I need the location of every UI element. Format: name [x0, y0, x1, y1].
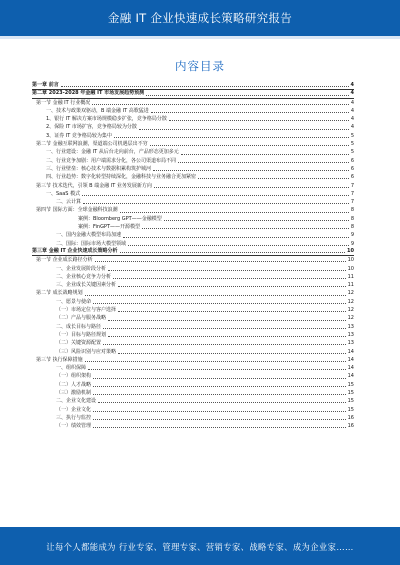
toc-leader-dots	[83, 203, 349, 204]
toc-leader-dots	[181, 154, 349, 155]
toc-entry-page: 4	[350, 107, 354, 114]
toc-entry-label: 二、国际：国际市场大模型领域	[56, 240, 127, 247]
toc-entry[interactable]	[32, 165, 354, 173]
toc-entry-label: （二）关键资源配置	[56, 340, 102, 347]
toc-entry-label: 一、组织保障	[56, 365, 87, 372]
toc-leader-dots	[113, 278, 346, 279]
toc-entry[interactable]	[32, 364, 354, 372]
toc-entry-label: （一）目标与路径规划	[56, 331, 107, 338]
toc-entry[interactable]	[32, 389, 354, 397]
toc-entry-page: 8	[350, 224, 354, 231]
toc-entry-page: 9	[350, 240, 354, 247]
toc-leader-dots	[108, 320, 346, 321]
toc-leader-dots	[103, 344, 346, 345]
toc-entry-page: 16	[347, 414, 354, 421]
toc-entry-label: （一）组织架构	[56, 373, 92, 380]
toc-leader-dots	[120, 212, 349, 213]
toc-entry-page: 12	[347, 298, 354, 305]
toc-entry-page: 8	[350, 215, 354, 222]
toc-entry[interactable]	[32, 182, 354, 190]
toc-leader-dots	[93, 411, 346, 412]
toc-leader-dots	[103, 328, 346, 329]
toc-entry-label: （二）人才战略	[56, 381, 92, 388]
toc-entry-page: 10	[347, 257, 354, 264]
toc-entry-label: 二、企业文化建设	[56, 398, 97, 405]
toc-leader-dots	[118, 353, 346, 354]
toc-entry[interactable]	[32, 90, 354, 98]
toc-leader-dots	[93, 378, 346, 379]
toc-entry-page: 13	[347, 331, 354, 338]
toc-entry-page: 6	[350, 174, 354, 181]
toc-entry-label: 二、行业竞争加剧：用户端需求分化，各公司渠道布局不同	[46, 157, 177, 164]
toc-leader-dots	[108, 270, 346, 271]
toc-leader-dots	[88, 369, 346, 370]
toc-entry-label: 一、SaaS 模式	[46, 190, 81, 197]
toc-entry[interactable]	[32, 372, 354, 380]
toc-entry[interactable]	[32, 223, 354, 231]
toc-leader-dots	[178, 162, 349, 163]
toc-entry-label: （一）绩效管理	[56, 423, 92, 430]
toc-entry-label: 第四节 国际方面：全球金融科技浪潮	[36, 207, 118, 214]
footer-bar	[0, 527, 400, 565]
toc-leader-dots	[95, 261, 346, 262]
toc-entry-page: 12	[347, 315, 354, 322]
toc-entry-label: 二、云计算	[56, 199, 82, 206]
toc-entry[interactable]	[32, 215, 354, 223]
toc-leader-dots	[150, 145, 349, 146]
toc-entry[interactable]	[32, 314, 354, 322]
toc-entry-page: 14	[347, 365, 354, 372]
toc-leader-dots	[114, 137, 349, 138]
toc-entry-page: 15	[347, 389, 354, 396]
toc-entry[interactable]	[32, 406, 354, 414]
toc-entry-page: 10	[347, 247, 354, 254]
footer-slogan: 让每个人都能成为 行业专家、管理专家、营销专家、战略专家、成为企业家……	[46, 542, 354, 552]
toc-entry[interactable]	[32, 256, 354, 264]
header-stripe	[0, 36, 400, 39]
toc-entry[interactable]	[32, 397, 354, 405]
toc-entry-label: 第二章 2023-2028 年金融 IT 市场发展趋势预测	[32, 90, 145, 97]
toc-entry-label: 第一章 前言	[32, 82, 59, 88]
toc-entry-label: 第一节 企业成长路径分析	[36, 257, 93, 264]
toc-entry-label: 一、技术与政策双驱动，B 端金融 IT 高歌猛进	[46, 107, 149, 114]
toc-entry-page: 8	[350, 207, 354, 214]
toc-entry[interactable]	[32, 99, 354, 107]
toc-leader-dots	[98, 402, 346, 403]
toc-entry-page: 11	[347, 273, 354, 280]
toc-entry-label: 第二节 成长战略规划	[36, 290, 83, 297]
toc-entry-label: 一、行业建设：金融 IT 从后台走向前台，产品形态更加多元	[46, 149, 179, 156]
toc-entry[interactable]	[32, 273, 354, 281]
toc-entry-label: （一）市场定位与客户选择	[56, 307, 117, 314]
toc-entry-page: 10	[347, 265, 354, 272]
toc-entry-label: 二、企业核心竞争力分析	[56, 273, 112, 280]
toc-entry-label: 第三节 执行保障措施	[36, 356, 83, 363]
toc-entry-page: 6	[350, 157, 354, 164]
toc-entry-label: （一）企业文化	[56, 406, 92, 413]
toc-leader-dots	[93, 386, 346, 387]
toc-entry[interactable]	[32, 148, 354, 156]
toc-entry-page: 11	[347, 282, 354, 289]
toc-entry[interactable]	[32, 265, 354, 273]
toc-entry-page: 9	[350, 232, 354, 239]
toc-entry-page: 12	[347, 290, 354, 297]
toc-entry-label: 三、行业壁垒：核心技术与数据积累构筑护城河	[46, 165, 152, 172]
toc-leader-dots	[151, 112, 349, 113]
toc-entry[interactable]	[32, 115, 354, 123]
toc-leader-dots	[85, 361, 346, 362]
toc-entry[interactable]	[32, 323, 354, 331]
toc-entry-label: 四、行业趋势：数字化转型持续深化，金融科技与业务融合更加紧密	[46, 174, 197, 181]
report-title: 金融 IT 企业快速成长策略研究报告	[107, 11, 293, 25]
toc-entry-page: 16	[347, 423, 354, 430]
toc-entry[interactable]	[32, 123, 354, 131]
toc-entry[interactable]	[32, 339, 354, 347]
toc-leader-dots	[123, 237, 349, 238]
toc-leader-dots	[92, 104, 349, 105]
toc-entry-page: 5	[350, 132, 354, 139]
toc-entry-label: （二）产品与服务战略	[56, 315, 107, 322]
toc-entry[interactable]	[32, 198, 354, 206]
toc-leader-dots	[85, 295, 346, 296]
toc-entry-label: 案例：FinGPT——开源模型	[78, 224, 141, 231]
toc-entry-label: 二、成长目标与路径	[56, 323, 102, 330]
toc-entry[interactable]	[32, 107, 354, 115]
toc-leader-dots	[93, 394, 346, 395]
toc-leader-dots	[198, 178, 349, 179]
toc-entry-label: 2、保险 IT 市场扩容，竞争格局较为分散	[46, 124, 137, 131]
toc-leader-dots	[120, 252, 346, 253]
toc-heading: 内容目录	[175, 59, 225, 73]
toc-entry[interactable]	[32, 132, 354, 140]
toc-entry-page: 7	[350, 190, 354, 197]
toc-leader-dots	[154, 187, 349, 188]
toc-entry[interactable]	[32, 356, 354, 364]
toc-entry[interactable]	[32, 381, 354, 389]
toc-entry-page: 14	[347, 373, 354, 380]
toc-entry[interactable]	[32, 298, 354, 306]
toc-entry-page: 4	[350, 116, 354, 123]
toc-entry-page: 15	[347, 381, 354, 388]
toc-leader-dots	[108, 336, 346, 337]
toc-entry-label: 第三节 技术迭代，引领 B 端金融 IT 业务发展新方向	[36, 182, 152, 189]
toc-entry-page: 5	[350, 141, 354, 148]
toc-entry-label: 三、执行与监控	[56, 414, 92, 421]
toc-leader-dots	[82, 195, 349, 196]
toc-leader-dots	[93, 303, 346, 304]
toc-entry[interactable]	[32, 206, 354, 214]
toc-entry-page: 13	[347, 323, 354, 330]
toc-leader-dots	[142, 228, 349, 229]
table-of-contents	[32, 82, 354, 430]
toc-entry[interactable]	[32, 157, 354, 165]
toc-entry-label: 第三章 金融 IT 企业快速成长策略分析	[32, 247, 118, 254]
toc-entry[interactable]	[32, 190, 354, 198]
toc-entry-page: 4	[350, 124, 354, 131]
toc-entry-label: 第二节 金融互联网浪潮，渠道端公司机遇层出不穷	[36, 141, 148, 148]
toc-entry-page: 7	[350, 199, 354, 206]
toc-entry-label: （三）风险识别与应对策略	[56, 348, 117, 355]
toc-entry-page: 14	[347, 348, 354, 355]
toc-entry-label: 三、企业成长关键因素分析	[56, 282, 117, 289]
toc-entry[interactable]	[32, 331, 354, 339]
toc-entry-label: 1、银行 IT 解决方案市场规模稳步扩张，竞争格局分散	[46, 116, 167, 123]
toc-entry-page: 15	[347, 406, 354, 413]
toc-entry-label: （三）激励机制	[56, 389, 92, 396]
toc-entry[interactable]	[32, 281, 354, 289]
toc-entry[interactable]	[32, 306, 354, 314]
toc-leader-dots	[164, 220, 349, 221]
toc-entry-page: 14	[347, 356, 354, 363]
header-bar	[0, 0, 400, 36]
toc-entry[interactable]	[32, 173, 354, 181]
toc-leader-dots	[93, 419, 346, 420]
toc-entry-label: 一、愿景与使命	[56, 298, 92, 305]
toc-leader-dots	[118, 311, 346, 312]
toc-entry-page: 15	[347, 398, 354, 405]
toc-entry-label: 第一节 金融 IT 行业概况	[36, 99, 91, 106]
toc-entry-page: 4	[350, 90, 354, 97]
toc-entry-page: 13	[347, 340, 354, 347]
toc-leader-dots	[153, 170, 349, 171]
toc-leader-dots	[61, 86, 349, 87]
toc-entry-label: 一、企业发展阶段分析	[56, 265, 107, 272]
toc-entry-label: 3、证券 IT 竞争格局较为集中	[46, 132, 112, 139]
toc-leader-dots	[146, 95, 348, 96]
toc-leader-dots	[118, 286, 346, 287]
toc-entry-page: 4	[350, 82, 354, 88]
toc-leader-dots	[169, 120, 349, 121]
toc-entry[interactable]	[32, 231, 354, 239]
toc-entry[interactable]	[32, 414, 354, 422]
toc-entry[interactable]	[32, 289, 354, 297]
toc-entry[interactable]	[32, 248, 354, 256]
toc-leader-dots	[139, 129, 349, 130]
toc-entry[interactable]	[32, 422, 354, 430]
toc-entry-page: 12	[347, 307, 354, 314]
toc-leader-dots	[93, 427, 346, 428]
toc-entry[interactable]	[32, 348, 354, 356]
toc-entry[interactable]	[32, 140, 354, 148]
toc-entry-page: 5	[350, 149, 354, 156]
toc-entry-label: 一、国内金融大模型布局加速	[56, 232, 122, 239]
toc-entry-page: 6	[350, 165, 354, 172]
toc-entry-label: 案例：Bloomberg GPT——金融模型	[78, 215, 162, 222]
toc-entry-page: 4	[350, 99, 354, 106]
toc-leader-dots	[128, 245, 349, 246]
toc-entry-page: 7	[350, 182, 354, 189]
